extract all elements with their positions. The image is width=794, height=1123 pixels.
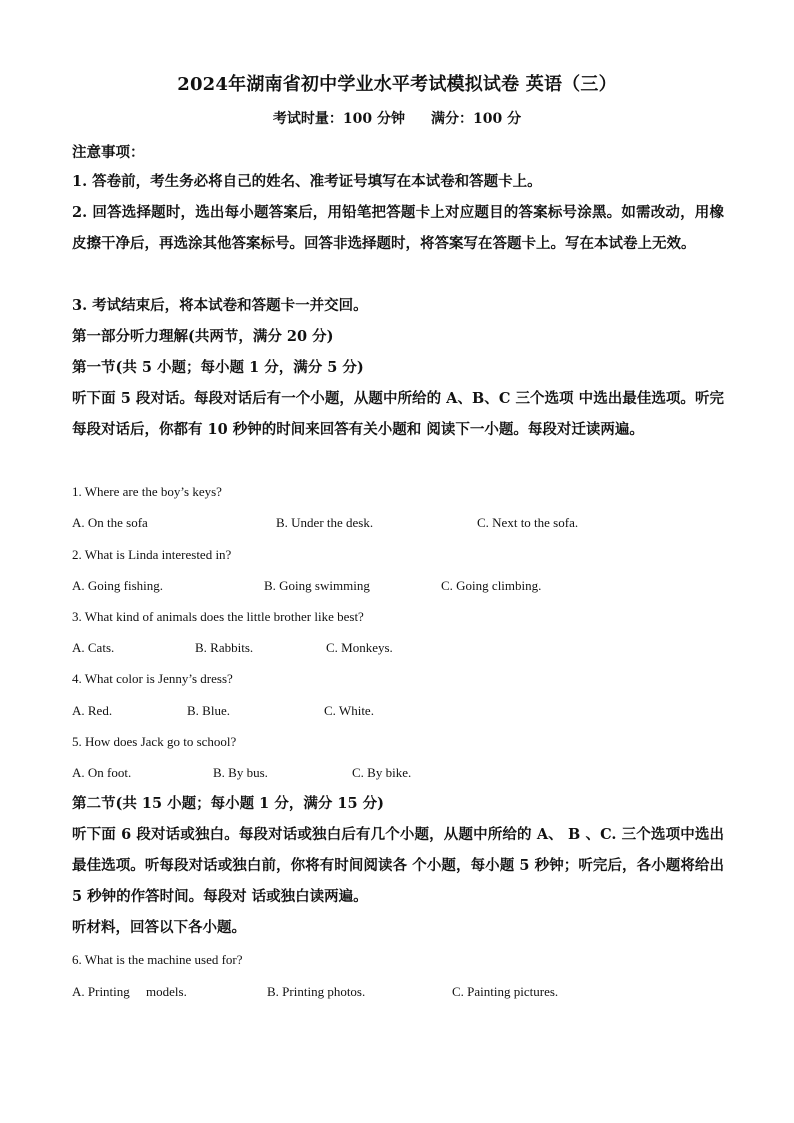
notes-heading: 注意事项： bbox=[72, 144, 145, 161]
q5-option-a[interactable]: A. On foot. bbox=[72, 765, 132, 780]
section2-heading: 第二节(共 15 小题；每小题 1 分，满分 15 分) bbox=[72, 795, 384, 812]
exam-full-score: 满分：100 分 bbox=[431, 111, 522, 127]
part1-heading: 第一部分听力理解(共两节，满分 20 分) bbox=[72, 328, 334, 345]
notes-item-1: 1. 答卷前，考生务必将自己的姓名、准考证号填写在本试卷和答题卡上。 bbox=[72, 173, 542, 190]
q3-option-b[interactable]: B. Rabbits. bbox=[195, 640, 254, 655]
question-5: 5. How does Jack go to school? bbox=[72, 734, 237, 749]
q6-option-c[interactable]: C. Painting pictures. bbox=[452, 984, 559, 999]
question-3: 3. What kind of animals does the little brother like best? bbox=[72, 609, 364, 624]
q2-option-c[interactable]: C. Going climbing. bbox=[441, 578, 542, 593]
q2-option-a[interactable]: A. Going fishing. bbox=[72, 578, 163, 593]
section1-instructions: 听下面 5 段对话。每段对话后有一个小题，从题中所给的 A、B、C 三个选项 中选出最佳选项。听完每段对话后，你都有 10 秒钟的时间来回答有关小题和 阅读下一小题。每段对迁读两遍。 bbox=[72, 390, 724, 438]
q1-option-a[interactable]: A. On the sofa bbox=[72, 515, 148, 530]
q4-option-a[interactable]: A. Red. bbox=[72, 703, 113, 718]
q3-option-a[interactable]: A. Cats. bbox=[72, 640, 115, 655]
section2-instructions: 听下面 6 段对话或独白。每段对话或独白后有几个小题，从题中所给的 A、 B 、C. 三个选项中选出最佳选项。听每段对话或独白前，你将有时间阅读各 个小题，每小题 5 秒钟；听完后，各小题将给出 5 秒钟的作答时间。每段对 话或独白读两遍。 bbox=[72, 826, 724, 905]
question-1: 1. Where are the boy’s keys? bbox=[72, 484, 222, 499]
section1-heading: 第一节(共 5 小题；每小题 1 分，满分 5 分) bbox=[72, 359, 364, 376]
question-2: 2. What is Linda interested in? bbox=[72, 547, 232, 562]
q4-option-c[interactable]: C. White. bbox=[324, 703, 374, 718]
q1-option-c[interactable]: C. Next to the sofa. bbox=[477, 515, 579, 530]
exam-meta bbox=[0, 108, 794, 128]
section2-prompt: 听材料，回答以下各小题。 bbox=[72, 919, 246, 936]
exam-title: 2024年湖南省初中学业水平考试模拟试卷 英语（三） bbox=[177, 74, 617, 95]
notes-item-3: 3. 考试结束后，将本试卷和答题卡一并交回。 bbox=[72, 297, 368, 314]
q2-option-b[interactable]: B. Going swimming bbox=[264, 578, 370, 593]
q5-option-b[interactable]: B. By bus. bbox=[213, 765, 268, 780]
q6-option-a[interactable]: A. Printing models. bbox=[72, 984, 187, 999]
q6-option-b[interactable]: B. Printing photos. bbox=[267, 984, 366, 999]
q5-option-c[interactable]: C. By bike. bbox=[352, 765, 412, 780]
q3-option-c[interactable]: C. Monkeys. bbox=[326, 640, 393, 655]
exam-time: 考试时量：100 分钟 bbox=[272, 111, 405, 127]
q4-option-b[interactable]: B. Blue. bbox=[187, 703, 230, 718]
notes-item-2: 2. 回答选择题时，选出每小题答案后，用铅笔把答题卡上对应题目的答案标号涂黑。如需改动，用橡皮擦干净后，再选涂其他答案标号。回答非选择题时，将答案写在答题卡上。写在本试卷上无效。 bbox=[72, 204, 724, 252]
question-4: 4. What color is Jenny’s dress? bbox=[72, 671, 233, 686]
q1-option-b[interactable]: B. Under the desk. bbox=[276, 515, 374, 530]
question-6: 6. What is the machine used for? bbox=[72, 952, 243, 967]
